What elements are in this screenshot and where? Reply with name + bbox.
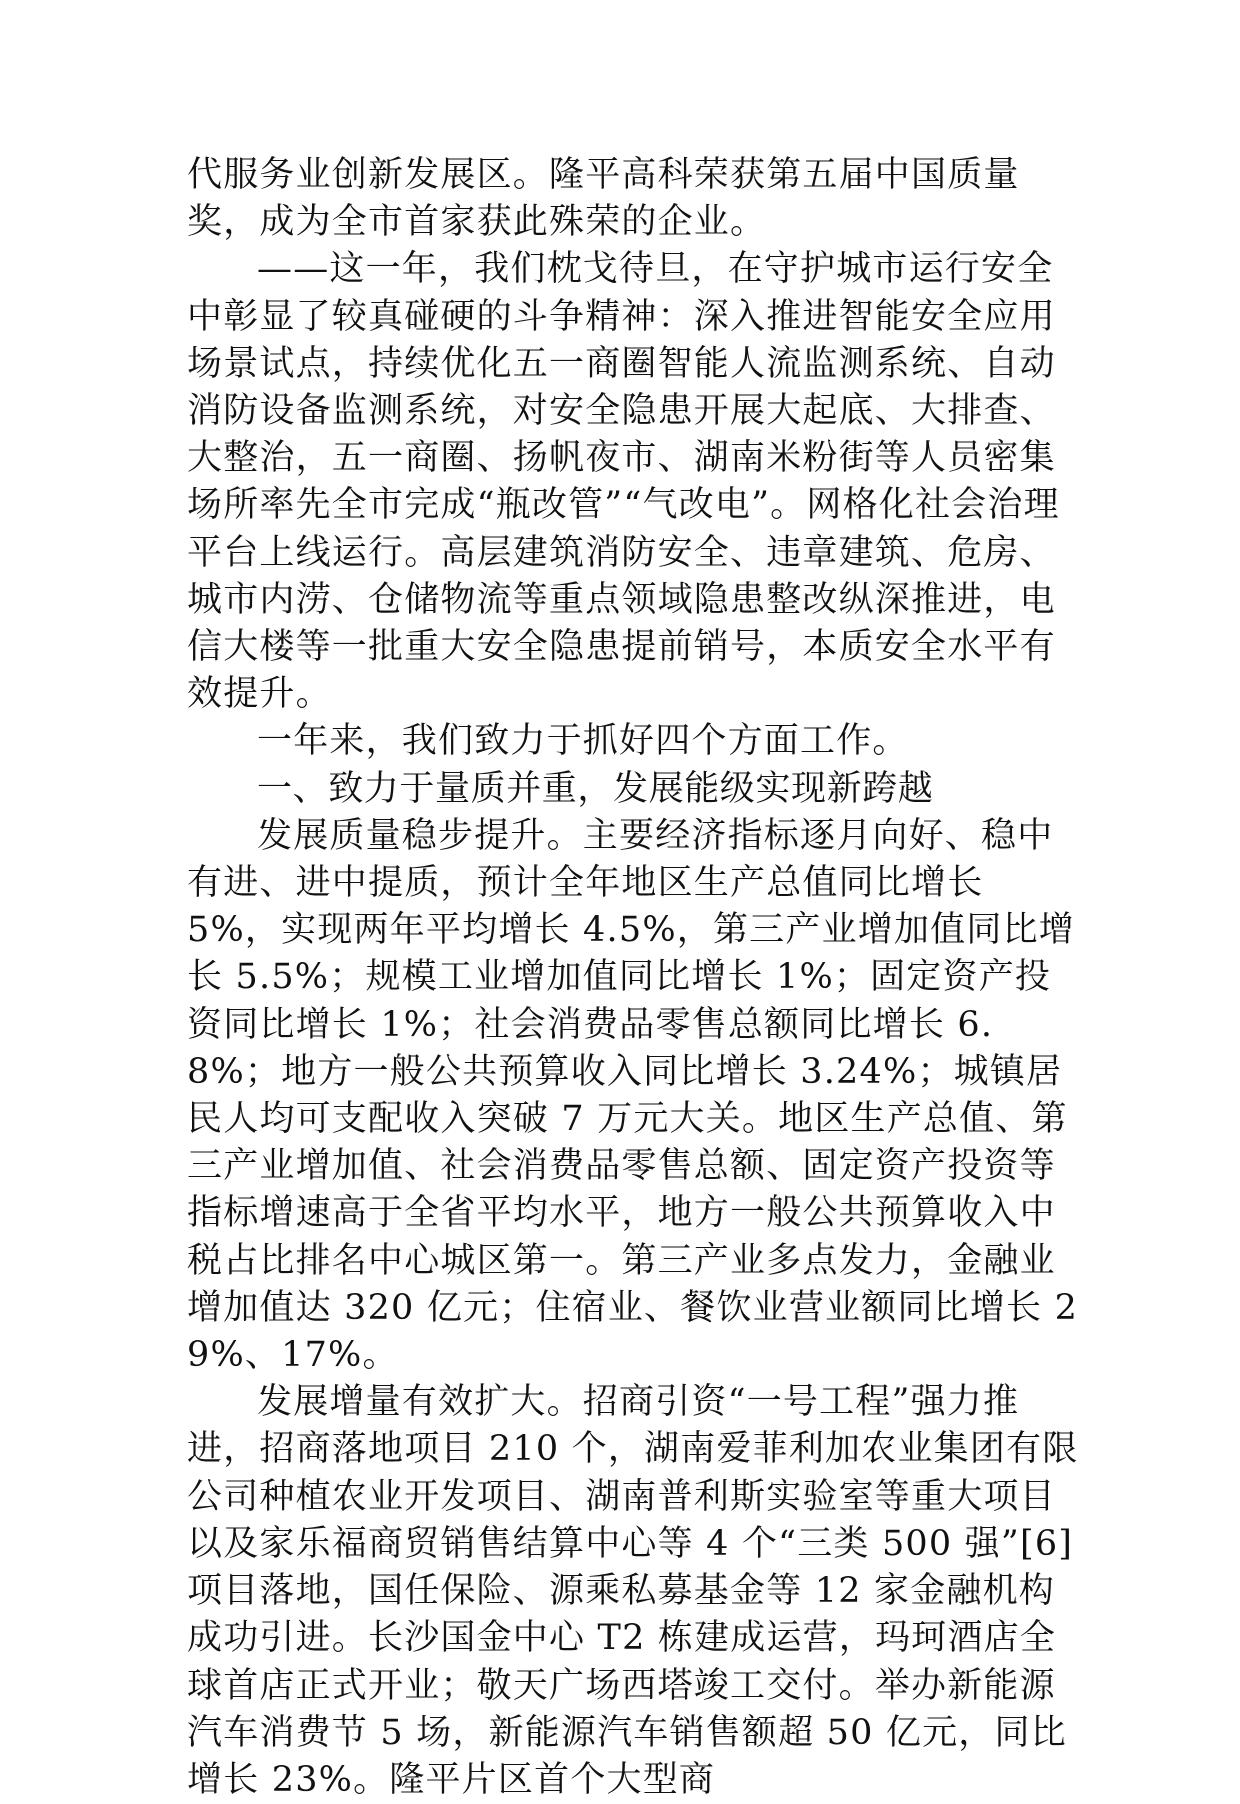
paragraph-continuation: 代服务业创新发展区。隆平高科荣获第五届中国质量奖，成为全市首家获此殊荣的企业。 bbox=[187, 155, 1020, 243]
paragraph-development-quality: 发展质量稳步提升。主要经济指标逐月向好、稳中有进、进中提质，预计全年地区生产总值同比增长 5%，实现两年平均增长 4.5%，第三产业增加值同比增长 5.5%；规模工业增加值同比增长 1%；固定资产投资同比增长 1%；社会消费品零售总额同比增长 6.8%；地方一般公共预算收入同比增长 3.24%；城镇居民人均可支配收入突破 7 万元大关。地区生产总值、第三产业增加值、社会消费品零售总额、固定资产投资等指标增速高于全省平均水平，地方一般公共预算收入中税占比排名中心城区第一。第三产业多点发力，金融业增加值达 320 亿元；住宿业、餐饮业营业额同比增长 29%、17%。 bbox=[187, 815, 1079, 1376]
paragraph-development-increment: 发展增量有效扩大。招商引资“一号工程”强力推进，招商落地项目 210 个，湖南爱菲利加农业集团有限公司种植农业开发项目、湖南普利斯实验室等重大项目以及家乐福商贸销售结算中心等 4 个“三类 500 强”[6]项目落地，国任保险、源乘私募基金等 12 家金融机构成功引进。长沙国金中心 T2 栋建成运营，玛珂酒店全球首店正式开业；敬天广场西塔竣工交付。举办新能源汽车消费节 5 场，新能源汽车销售额超 50 亿元，同比增长 23%。隆平片区首个大型商 bbox=[187, 1382, 1079, 1800]
paragraph-four-aspects: 一年来，我们致力于抓好四个方面工作。 bbox=[257, 721, 909, 762]
paragraph-security-year: ——这一年，我们枕戈待旦，在守护城市运行安全中彰显了较真碰硬的斗争精神：深入推进智能安全应用场景试点，持续优化五一商圈智能人流监测系统、自动消防设备监测系统，对安全隐患开展大起底、大排查、大整治，五一商圈、扬帆夜市、湖南米粉街等人员密集场所率先全市完成“瓶改管”“气改电”。网格化社会治理平台上线运行。高层建筑消防安全、违章建筑、危房、城市内涝、仓储物流等重点领域隐患整改纵深推进，电信大楼等一批重大安全隐患提前销号，本质安全水平有效提升。 bbox=[187, 249, 1060, 715]
section-heading: 一、致力于量质并重，发展能级实现新跨越 bbox=[257, 768, 934, 809]
document-body bbox=[187, 152, 1087, 1804]
